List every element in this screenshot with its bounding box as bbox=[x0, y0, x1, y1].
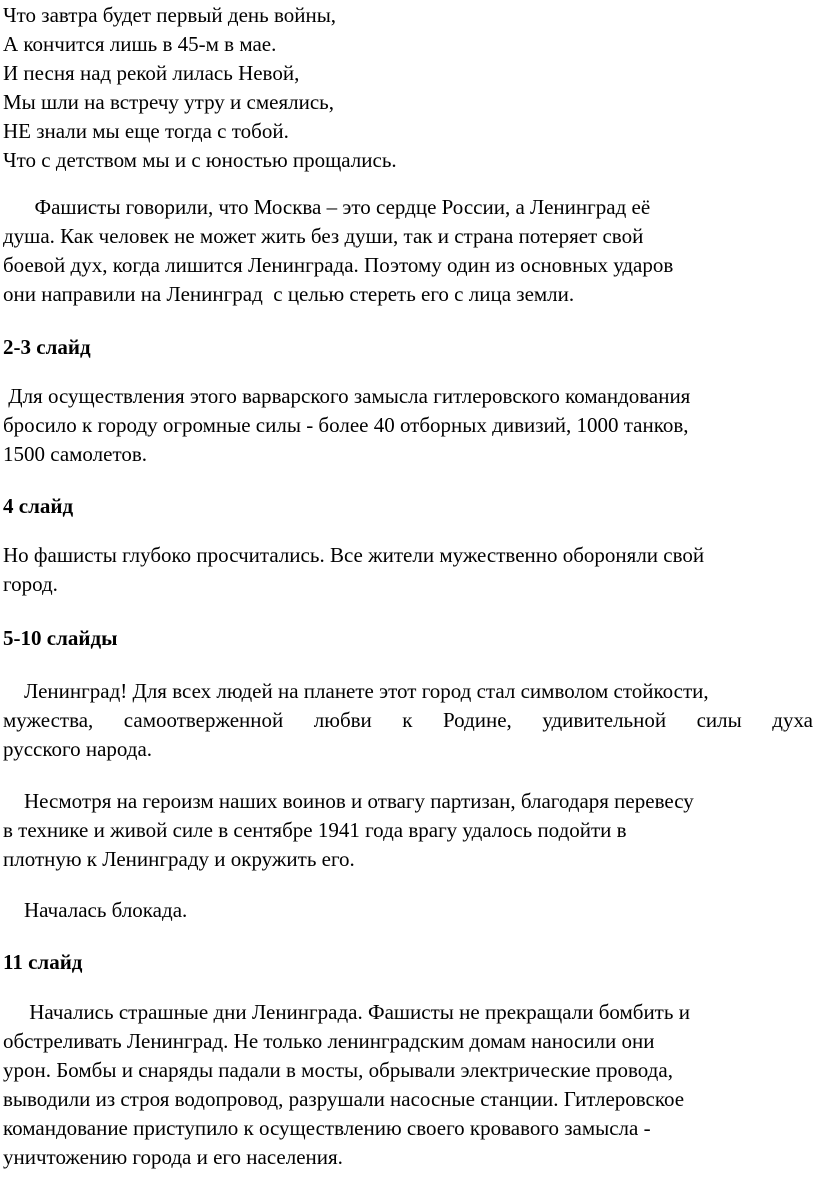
text-line: Для осуществления этого варварского замысла гитлеровского командования bbox=[3, 384, 691, 408]
text-line: они направили на Ленинград с целью стереть его с лица земли. bbox=[3, 282, 575, 306]
text-line: Ленинград! Для всех людей на планете этот город стал символом стойкости, bbox=[3, 679, 709, 703]
text-line: выводили из строя водопровод, разрушали насосные станции. Гитлеровское bbox=[3, 1087, 685, 1111]
poem-line: НЕ знали мы еще тогда с тобой. bbox=[3, 119, 289, 143]
poem-line: Мы шли на встречу утру и смеялись, bbox=[3, 90, 334, 114]
section-heading: 4 слайд bbox=[3, 494, 74, 518]
text-line: 1500 самолетов. bbox=[3, 442, 148, 466]
text-line: в технике и живой силе в сентябре 1941 года врагу удалось подойти в bbox=[3, 818, 627, 842]
text-line: бросило к городу огромные силы - более 40 отборных дивизий, 1000 танков, bbox=[3, 413, 689, 437]
section-paragraph bbox=[3, 677, 813, 764]
intro-paragraph bbox=[3, 193, 813, 309]
poem-line: Что завтра будет первый день войны, bbox=[3, 3, 337, 27]
text-line: командование приступило к осуществлению своего кровавого замысла - bbox=[3, 1116, 651, 1140]
text-line: боевой дух, когда лишится Ленинграда. Поэтому один из основных ударов bbox=[3, 253, 674, 277]
text-line: плотную к Ленинграду и окружить его. bbox=[3, 847, 355, 871]
text-line: Начались страшные дни Ленинграда. Фашисты не прекращали бомбить и bbox=[3, 1000, 690, 1024]
section-paragraph bbox=[3, 787, 813, 874]
text-line: город. bbox=[3, 572, 58, 596]
poem-block bbox=[3, 1, 813, 175]
section-paragraph bbox=[3, 382, 813, 469]
poem-line: И песня над рекой лилась Невой, bbox=[3, 61, 300, 85]
text-line: Несмотря на героизм наших воинов и отвагу партизан, благодаря перевесу bbox=[3, 789, 694, 813]
section-paragraph bbox=[3, 541, 813, 599]
text-line: Но фашисты глубоко просчитались. Все жители мужественно обороняли свой bbox=[3, 543, 705, 567]
text-line: Началась блокада. bbox=[3, 898, 188, 922]
text-line: уничтожению города и его населения. bbox=[3, 1145, 343, 1169]
section-paragraph bbox=[3, 896, 813, 925]
poem-line: Что с детством мы и с юностью прощались. bbox=[3, 148, 397, 172]
poem-line: А кончится лишь в 45-м в мае. bbox=[3, 32, 277, 56]
section-heading: 11 слайд bbox=[3, 950, 83, 974]
text-line: Фашисты говорили, что Москва – это сердце России, а Ленинград её bbox=[3, 195, 651, 219]
section-heading: 5-10 слайды bbox=[3, 626, 118, 650]
text-line: душа. Как человек не может жить без души, так и страна потеряет свой bbox=[3, 224, 644, 248]
section-paragraph bbox=[3, 998, 813, 1172]
text-line: урон. Бомбы и снаряды падали в мосты, обрывали электрические провода, bbox=[3, 1058, 673, 1082]
section-heading: 2-3 слайд bbox=[3, 335, 91, 359]
text-line: обстреливать Ленинград. Не только ленинградским домам наносили они bbox=[3, 1029, 655, 1053]
text-line: мужества, самоотверженной любви к Родине, удивительной силы духа bbox=[3, 708, 813, 732]
text-line: русского народа. bbox=[3, 737, 153, 761]
